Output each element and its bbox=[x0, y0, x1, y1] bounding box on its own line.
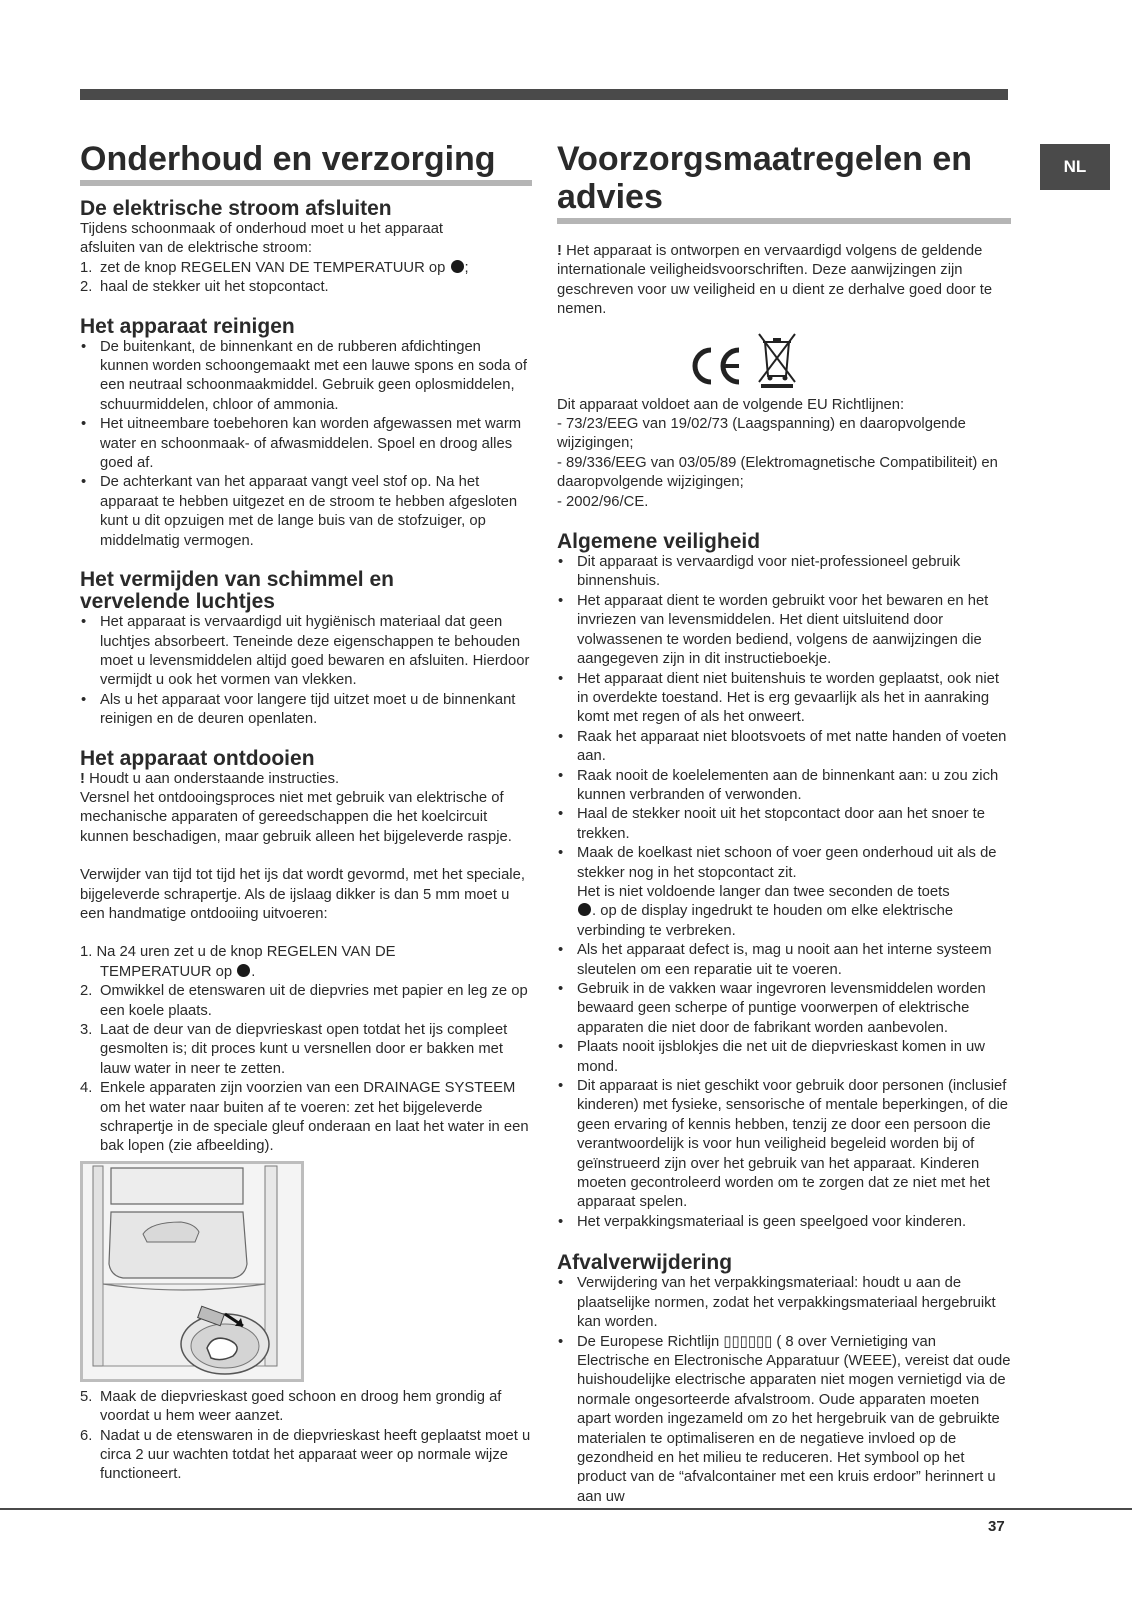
section-disposal-heading: Afvalverwijdering bbox=[557, 1251, 733, 1275]
list-item: • Gebruik in de vakken waar ingevroren levensmiddelen worden bewaard geen scherpe of puntige voorwerpen of elektrische apparaten die niet door de fabrikant worden aanbevolen. bbox=[557, 980, 1011, 1038]
list-item: • Het apparaat is vervaardigd uit hygiënisch materiaal dat geen luchtjes absorbeert. Teneinde deze eigenschappen te behouden moet u levensmiddelen altijd goed bewaren en afsluiten. Hierdoor vermijdt u ook het vormen van vlekken. bbox=[80, 613, 532, 691]
list-item: • Als u het apparaat voor langere tijd uitzet moet u de binnenkant reinigen en de deuren openlaten. bbox=[80, 691, 532, 730]
certification-marks bbox=[689, 330, 1011, 388]
list-item: • Plaats nooit ijsblokjes die net uit de diepvrieskast komen in uw mond. bbox=[557, 1038, 1011, 1077]
defrost-steps-b bbox=[80, 1388, 532, 1485]
defrost-para-1: Versnel het ontdooingsproces niet met gebruik van elektrische of mechanische apparaten of gereedschappen die het koelcircuit kunnen beschadigen, maar gebruik alleen het bijgeleverde raspje. bbox=[80, 789, 512, 845]
defrost-step: 3. Laat de deur van de diepvrieskast open totdat het ijs compleet gesmolten is; dit proces kunt u versnellen door er bakken met lauw water in neer te zetten. bbox=[80, 1022, 508, 1077]
page-number: 37 bbox=[988, 1518, 1005, 1535]
section-power-heading: De elektrische stroom afsluiten bbox=[80, 197, 392, 220]
off-position-icon bbox=[451, 260, 464, 273]
power-intro-1: Tijdens schoonmaak of onderhoud moet u het apparaat bbox=[80, 221, 444, 237]
language-tab: NL bbox=[1040, 144, 1110, 190]
section-mould-heading: Het vermijden van schimmel en vervelende luchtjes bbox=[80, 568, 394, 614]
list-item: • Verwijdering van het verpakkingsmateriaal: houdt u aan de plaatselijke normen, zodat het verpakkingsmateriaal hergebruikt kan worden. bbox=[557, 1274, 1011, 1332]
ce-mark-icon bbox=[689, 344, 745, 388]
drainage-illustration bbox=[80, 1161, 304, 1382]
cleaning-list bbox=[80, 338, 532, 551]
list-item: • Het apparaat dient te worden gebruikt voor het bewaren en het invriezen van levensmiddelen. Het dient uitsluitend door volwassenen te worden bediend, volgens de aanwijzingen die aangegeven zijn in dit instructieboekje. bbox=[557, 592, 1011, 670]
list-item: • De achterkant van het apparaat vangt veel stof op. Na het apparaat te hebben uitgezet en de stroom te hebben afgesloten kunt u dit opzuigen met de lange buis van de stofzuiger, op middelmatig vermogen. bbox=[80, 473, 532, 551]
list-item: • Het apparaat dient niet buitenshuis te worden geplaatst, ook niet in overdekte toestand. Het is erg gevaarlijk als het in aanraking komt met regen of als het onweert. bbox=[557, 670, 1011, 728]
defrost-step: 2. Omwikkel de etenswaren uit de diepvries met papier en leg ze op een koele plaats. bbox=[80, 983, 528, 1019]
off-button-icon bbox=[578, 903, 591, 916]
list-item: • Als het apparaat defect is, mag u nooit aan het interne systeem sleutelen om een reparatie uit te voeren. bbox=[557, 941, 1011, 980]
warning-icon: ! bbox=[557, 243, 562, 259]
mould-list bbox=[80, 613, 532, 729]
defrost-step: 6. Nadat u de etenswaren in de diepvrieskast heeft geplaatst moet u circa 2 uur wachten totdat het apparaat weer op normale wijze functioneert. bbox=[80, 1427, 531, 1483]
weee-bin-icon bbox=[755, 330, 799, 388]
defrost-step: 5. Maak de diepvrieskast goed schoon en droog hem grondig af voordat u hem weer aanzet. bbox=[80, 1388, 502, 1425]
left-column bbox=[80, 140, 532, 1485]
list-item: • Dit apparaat is niet geschikt voor gebruik door personen (inclusief kinderen) met fysieke, sensorische of mentale beperkingen, of die geen ervaring of kennis hebben, tenzij ze door een persoon die verantwoordelijk is voor hun veiligheid begeleid worden bij of geïnstrueerd zijn over het gebruik van het apparaat. Kinderen moeten gecontroleerd worden om te zorgen dat ze niet met het apparaat spelen. bbox=[557, 1077, 1011, 1213]
freezer-drainage-icon bbox=[83, 1164, 301, 1379]
defrost-para-2: Verwijder van tijd tot tijd het ijs dat wordt gevormd, met het speciale, bijgeleverde schrapertje. Als de ijslaag dikker is dan 5 mm moet u een handmatige ontdooiing uitvoeren: bbox=[80, 867, 525, 922]
defrost-note: ! Houdt u aan onderstaande instructies. bbox=[80, 770, 340, 787]
page-title-right: Voorzorgsmaatregelen en advies bbox=[557, 140, 1011, 224]
top-rule bbox=[80, 89, 1008, 100]
defrost-step-1: 1. Na 24 uren zet u de knop REGELEN VAN DE TEMPERATUUR op . bbox=[80, 944, 396, 980]
list-item: • Het uitneembare toebehoren kan worden afgewassen met warm water en schoonmaak- of afwasmiddelen. Spoel en droog alles goed af. bbox=[80, 415, 532, 473]
list-item: • Het verpakkingsmateriaal is geen speelgoed voor kinderen. bbox=[557, 1213, 1011, 1232]
warning-icon: ! bbox=[80, 770, 85, 787]
disposal-list bbox=[557, 1274, 1011, 1507]
power-steps bbox=[80, 259, 532, 298]
bottom-rule bbox=[0, 1508, 1132, 1510]
list-item: • Maak de koelkast niet schoon of voer geen onderhoud uit als de stekker nog in het stopcontact zit. Het is niet voldoende langer dan twee seconden de toets . op de display ingedrukt te houden om elke elektrische verbinding te verbreken. bbox=[557, 844, 1011, 941]
list-item: • Raak het apparaat niet blootsvoets of met natte handen of voeten aan. bbox=[557, 728, 1011, 767]
power-intro-2: afsluiten van de elektrische stroom: bbox=[80, 240, 312, 257]
list-item: • De Europese Richtlijn ▯▯▯▯▯▯ ( 8 over Vernietiging van Electrische en Electronische Apparatuur (WEEE), vereist dat oude huishoudelijke electrische apparaten niet mogen vernietigd via de normale ongesorteerde afvalstroom. Oude apparaten moeten apart worden ingezameld om zo het hergebruik van de gebruikte materialen te optimaliseren en de negatieve invloed op de gezondheid en het milieu te reduceren. Het symbool op het product van de “afvalcontainer met een kruis erdoor” herinnert u aan uw bbox=[557, 1333, 1011, 1508]
list-item: • De buitenkant, de binnenkant en de rubberen afdichtingen kunnen worden schoongemaakt met een lauwe spons en soda of een neutraal schoonmaakmiddel. Gebruik geen oplosmiddelen, schuurmiddelen, chloor of ammonia. bbox=[80, 338, 532, 416]
section-cleaning-heading: Het apparaat reinigen bbox=[80, 314, 295, 338]
defrost-steps-a bbox=[80, 982, 532, 1157]
defrost-step: 4. Enkele apparaten zijn voorzien van een DRAINAGE SYSTEEM om het water naar buiten af te voeren: zet het bijgeleverde schrapertje in de speciale gleuf onderaan en laat het water in een bak lopen (zie afbeelding). bbox=[80, 1080, 529, 1155]
section-defrost-heading: Het apparaat ontdooien bbox=[80, 746, 315, 770]
section-safety-heading: Algemene veiligheid bbox=[557, 530, 761, 554]
list-item: • Haal de stekker nooit uit het stopcontact door aan het snoer te trekken. bbox=[557, 805, 1011, 844]
page-title: Onderhoud en verzorging bbox=[80, 140, 532, 186]
right-column bbox=[557, 140, 1011, 1507]
safety-intro: ! Het apparaat is ontworpen en vervaardigd volgens de geldende internationale veiligheidsvoorschriften. Deze aanwijzingen zijn geschreven voor uw veiligheid en u dient ze derhalve goed door te nemen. bbox=[557, 243, 993, 318]
directives: Dit apparaat voldoet aan de volgende EU Richtlijnen: - 73/23/EEG van 19/02/73 (Laagspanning) en daaropvolgende wijzigingen; - 89/336/EEG van 03/05/89 (Elektromagnetische Compatibiliteit) en daaropvolgende wijzigingen; - 2002/96/CE. bbox=[557, 396, 998, 510]
power-step-2: 2. haal de stekker uit het stopcontact. bbox=[80, 279, 329, 296]
list-item: • Dit apparaat is vervaardigd voor niet-professioneel gebruik binnenshuis. bbox=[557, 553, 1011, 592]
power-step-1: 1. zet de knop REGELEN VAN DE TEMPERATUUR op ; bbox=[80, 259, 469, 276]
safety-list bbox=[557, 553, 1011, 1232]
list-item: • Raak nooit de koelelementen aan de binnenkant aan: u zou zich kunnen verbranden of verwonden. bbox=[557, 767, 1011, 806]
off-position-icon bbox=[237, 964, 250, 977]
